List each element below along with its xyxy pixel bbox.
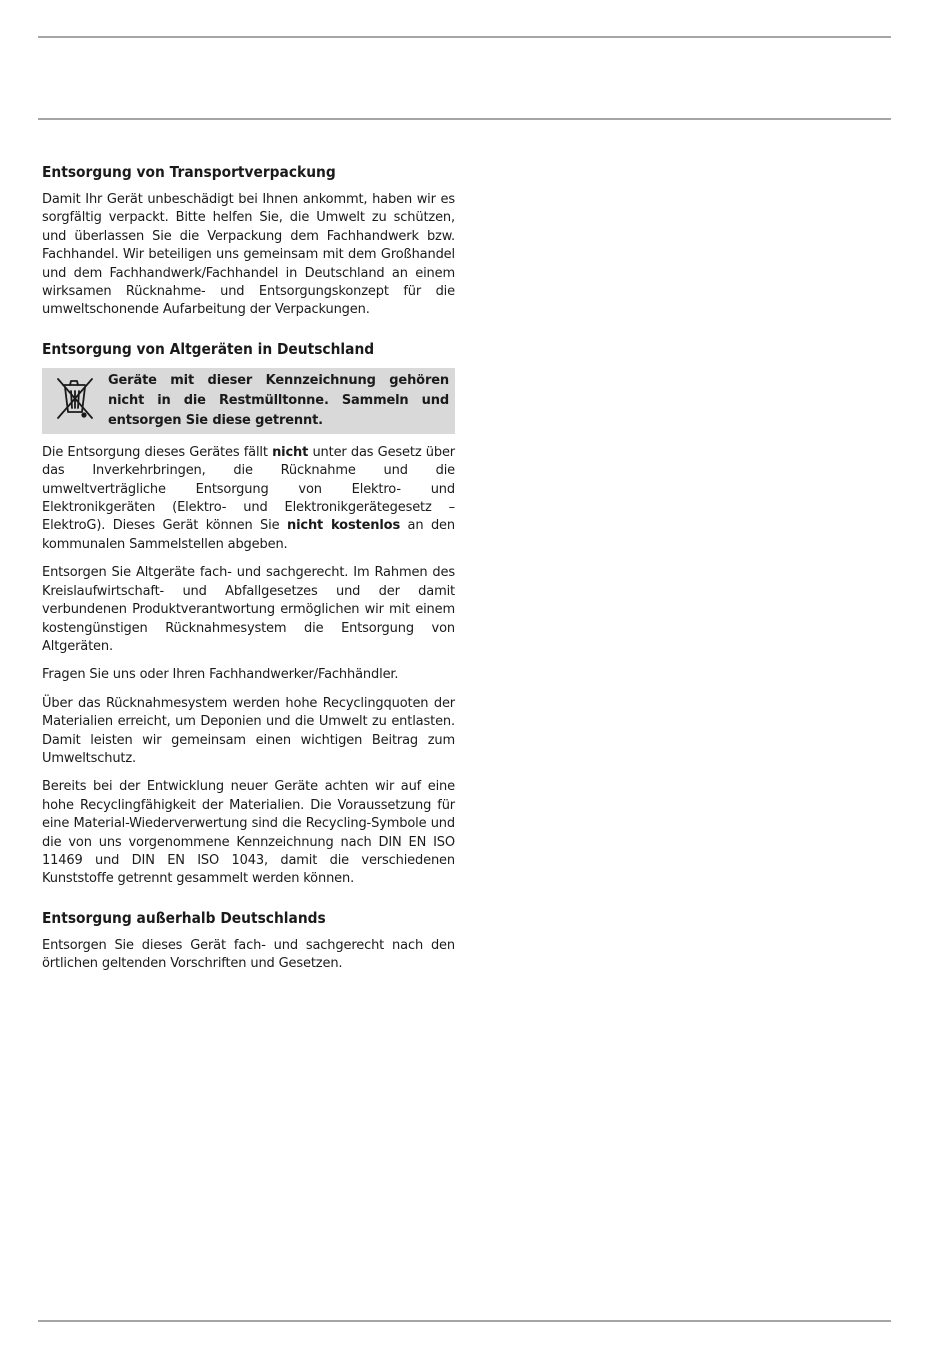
heading-transport-packaging: Entsorgung von Transportverpackung (42, 163, 336, 181)
paragraph-recycling-symbols: Bereits bei der Entwicklung neuer Geräte achten wir auf eine hohe Recyclingfähigkeit der Materialien. Die Voraussetzung für eine Material-Wiederverwertung sind die Recycling-Symbole und die von uns vorgenommene Kennzeichnung nach DIN EN ISO 11469 und DIN EN ISO 1043, damit die verschiedenen Kunststoffe getrennt gesammelt werden können. (42, 779, 455, 887)
paragraph-ask-installer: Fragen Sie uns oder Ihren Fachhandwerker/Fachhändler. (42, 667, 399, 683)
paragraph-electrog: Die Entsorgung dieses Gerätes fällt nicht unter das Gesetz über das Inverkehrbringen, die Rücknahme und die umweltverträgliche Entsorgung von Elektro- und Elektronikgeräten (Elektro- und Elektronikgerätegesetz – ElektroG). Dieses Gerät können Sie nicht kostenlos an den kommunalen Sammelstellen abgeben. (42, 444, 455, 552)
paragraph-transport-packaging: Damit Ihr Gerät unbeschädigt bei Ihnen ankommt, haben wir es sorgfältig verpackt. Bitte helfen Sie, die Umwelt zu schützen, und überlassen Sie die Verpackung dem Fachhandwerk bzw. Fachhandel. Wir beteiligen uns gemeinsam mit dem Großhandel und dem Fachhandwerk/Fachhandel in Deutschland an einem wirksamen Rücknahme- und Entsorgungskonzept für die umweltschonende Aufarbeitung der Verpackungen. (42, 192, 455, 318)
heading-old-devices-germany: Entsorgung von Altgeräten in Deutschland (42, 339, 375, 358)
header-rule (38, 118, 891, 120)
disposal-notice-text: Geräte mit dieser Kennzeichnung gehören nicht in die Restmülltonne. Sammeln und entsorgen Sie diese getrennt. (108, 372, 449, 428)
paragraph-take-back-system: Entsorgen Sie Altgeräte fach- und sachgerecht. Im Rahmen des Kreislaufwirtschaft- und Abfallgesetzes und der damit verbundenen Produktverantwortung ermöglichen wir mit einem kostengünstigen Rücknahmesystem die Entsorgung von Altgeräten. (42, 565, 455, 654)
paragraph-recycling-quotas: Über das Rücknahmesystem werden hohe Recyclingquoten der Materialien erreicht, um Deponien und die Umwelt zu entlasten. Damit leisten wir gemeinsam einen wichtigen Beitrag zum Umweltschutz. (42, 695, 455, 766)
paragraph-outside-germany: Entsorgen Sie dieses Gerät fach- und sachgerecht nach den örtlichen geltenden Vorschriften und Gesetzen. (42, 937, 455, 972)
text-column (42, 162, 455, 984)
crossed-out-wheelie-bin-icon (42, 371, 108, 422)
footer-rule (38, 1320, 891, 1322)
disposal-notice-box (42, 368, 455, 434)
heading-outside-germany: Entsorgung außerhalb Deutschlands (42, 908, 326, 927)
top-rule (38, 36, 891, 38)
